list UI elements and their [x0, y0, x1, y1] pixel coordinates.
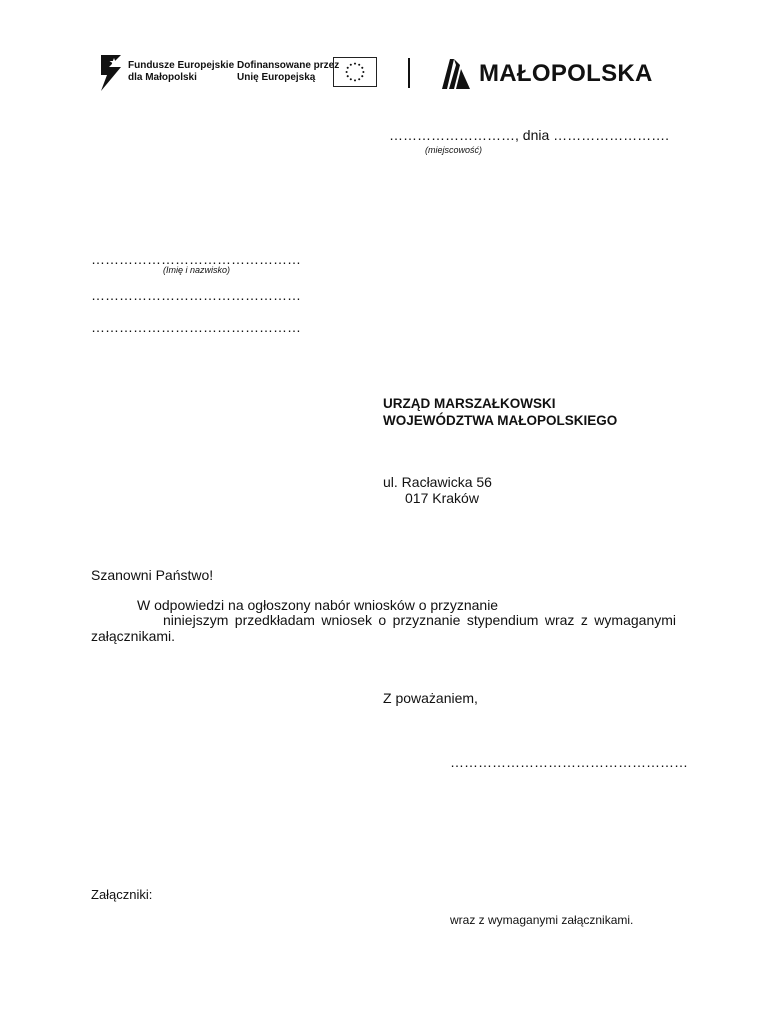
eu-funding-text	[237, 60, 339, 84]
body-para-line2: niniejszym przedkładam wniosek o przyznanie stypendium wraz z wymaganymi	[163, 612, 676, 628]
attachments-label: Załączniki:	[91, 887, 153, 902]
eu-text-line2: Unię Europejską	[237, 72, 316, 83]
sender-address-line1: ………………………………………	[91, 287, 301, 303]
closing: Z poważaniem,	[383, 690, 478, 706]
fundusze-europejskie-logo-text	[128, 60, 234, 84]
signature-line: ……………………………………………	[450, 754, 688, 770]
fe-logo-line2: dla Małopolski	[128, 72, 197, 83]
eu-flag-icon	[333, 57, 377, 87]
sender-name-caption: (Imię i nazwisko)	[163, 265, 231, 275]
fundusze-europejskie-logo-icon	[99, 53, 123, 93]
attachments-note: wraz z wymaganymi załącznikami.	[450, 913, 634, 927]
fe-logo-line1: Fundusze Europejskie	[128, 60, 235, 71]
place-caption: (miejscowość)	[425, 145, 483, 155]
malopolska-logo-text: MAŁOPOLSKA	[479, 60, 653, 87]
sender-name-line: ………………………………………	[91, 251, 301, 267]
salutation: Szanowni Państwo!	[91, 567, 214, 583]
body-para-line1: W odpowiedzi na ogłoszony nabór wniosków o przyznanie	[137, 597, 499, 613]
eu-text-line1: Dofinansowane przez	[237, 60, 340, 71]
recipient-city: 017 Kraków	[405, 490, 479, 506]
malopolska-logo-icon	[441, 57, 471, 90]
sender-address-line2: ………………………………………	[91, 319, 301, 335]
body-para-line3: załącznikami.	[91, 628, 176, 644]
recipient-office-line1: URZĄD MARSZAŁKOWSKI	[383, 396, 556, 411]
header-divider	[408, 58, 410, 88]
recipient-street: ul. Racławicka 56	[383, 474, 492, 490]
recipient-office-line2: WOJEWÓDZTWA MAŁOPOLSKIEGO	[383, 413, 618, 428]
place-date-line: ………………………, dnia …………………….	[389, 127, 670, 143]
